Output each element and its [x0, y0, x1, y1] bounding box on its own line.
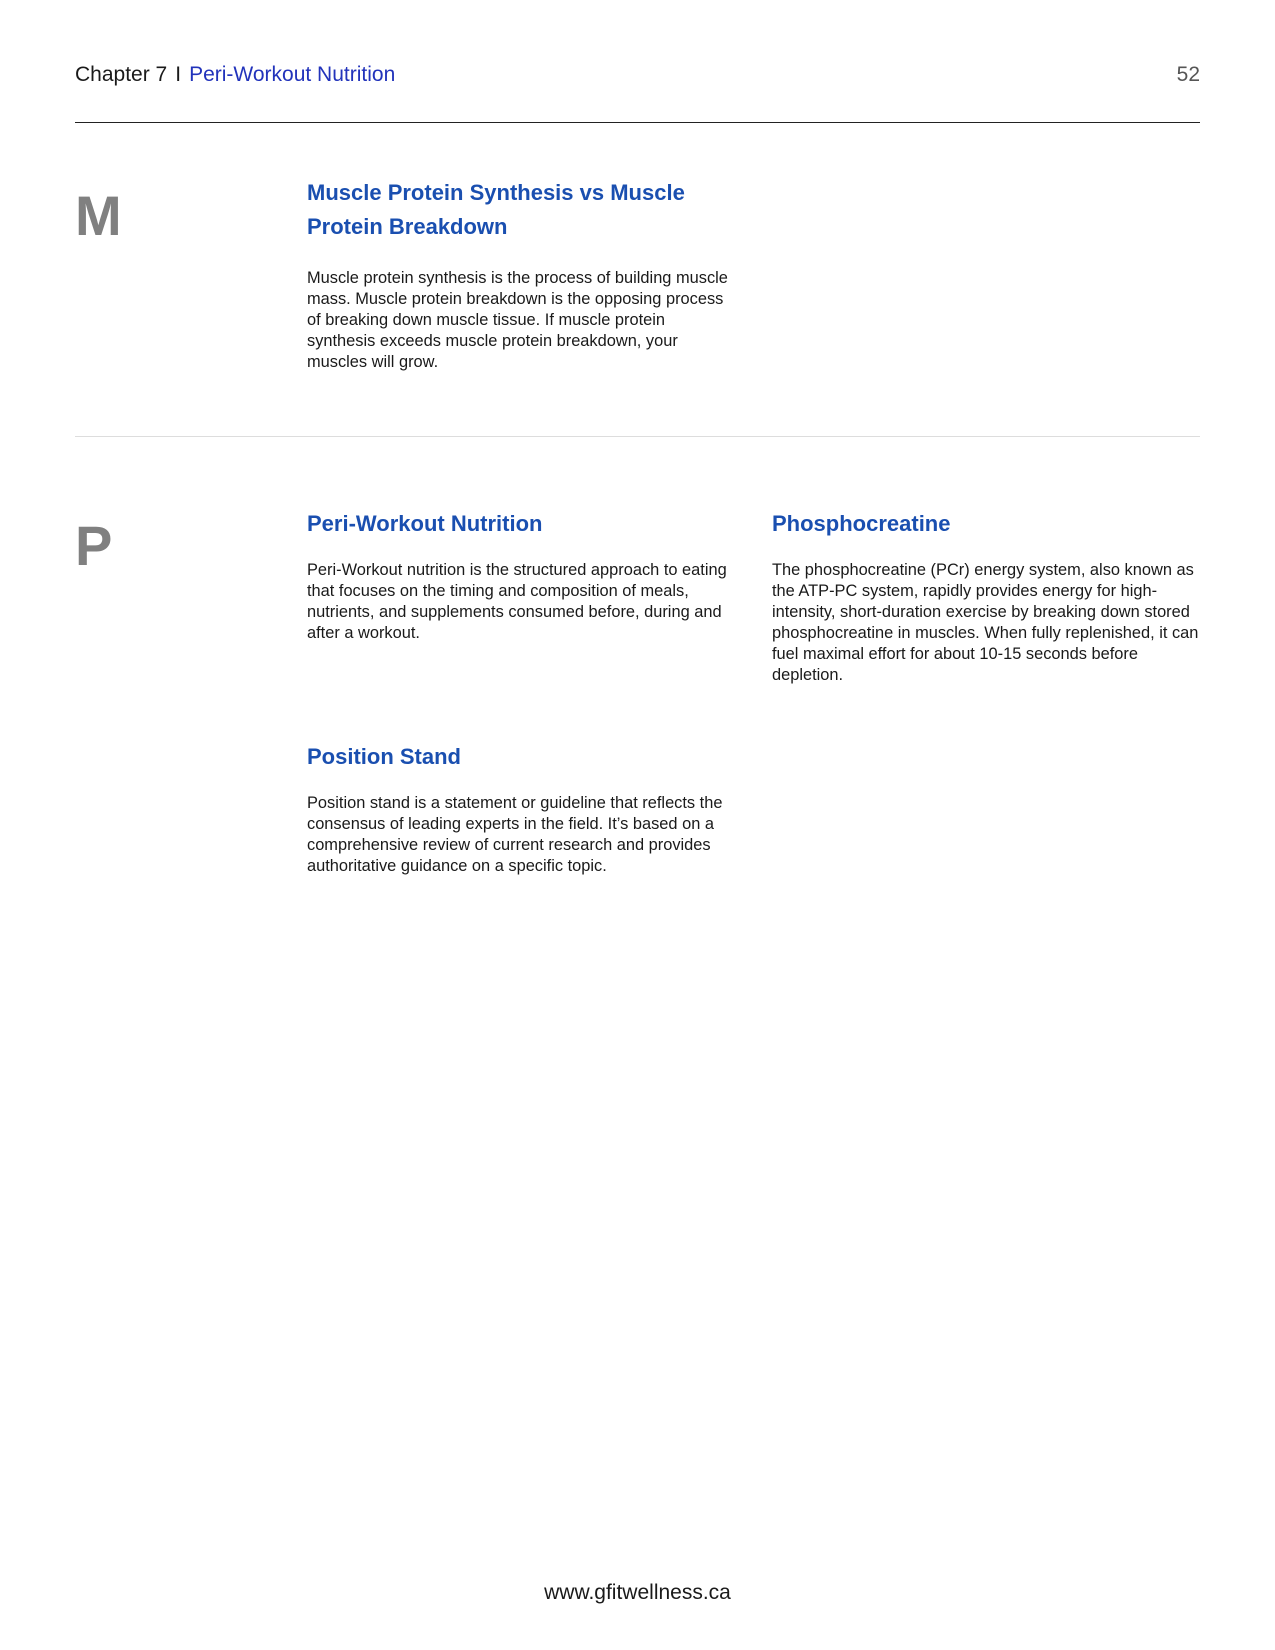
term-title: Muscle Protein Synthesis vs Muscle Protein Breakdown — [307, 180, 685, 239]
term-position-stand — [307, 740, 737, 877]
footer-website: www.gfitwellness.ca — [544, 1581, 731, 1604]
term-body: Peri-Workout nutrition is the structured approach to eating that focuses on the timing and composition of meals, nutrients, and supplements consumed before, during and after a workout. — [307, 561, 727, 642]
term-body: Muscle protein synthesis is the process of building muscle mass. Muscle protein breakdown is the opposing process of breaking down muscle tissue. If muscle protein synthesis exceeds muscle protein breakdown, your muscles will grow. — [307, 269, 728, 371]
term-body: Position stand is a statement or guideline that reflects the consensus of leading experts in the field. It’s based on a comprehensive review of current research and provides authoritative guidance on a specific topic. — [307, 794, 723, 875]
chapter-label: Chapter 7 — [75, 63, 168, 86]
term-title: Peri-Workout Nutrition — [307, 511, 543, 536]
section-title: Peri-Workout Nutrition — [189, 63, 396, 86]
term-peri-workout-nutrition — [307, 507, 737, 644]
page-number: 52 — [1176, 63, 1200, 86]
term-body: The phosphocreatine (PCr) energy system, also known as the ATP-PC system, rapidly provides energy for high-intensity, short-duration exercise by breaking down stored phosphocreatine in muscles. When fully replenished, it can fuel maximal effort for about 10-15 seconds before depletion. — [772, 561, 1199, 684]
chapter-heading — [75, 63, 395, 87]
term-title: Phosphocreatine — [772, 511, 951, 536]
section-letter-p: P — [75, 514, 113, 577]
section-letter-m: M — [75, 184, 122, 247]
term-muscle-protein-synthesis — [307, 176, 737, 373]
header-divider — [75, 122, 1200, 123]
term-title: Position Stand — [307, 744, 461, 769]
chapter-separator: I — [175, 63, 182, 86]
page-header — [75, 58, 1200, 92]
section-divider — [75, 436, 1200, 437]
term-phosphocreatine — [772, 507, 1202, 686]
